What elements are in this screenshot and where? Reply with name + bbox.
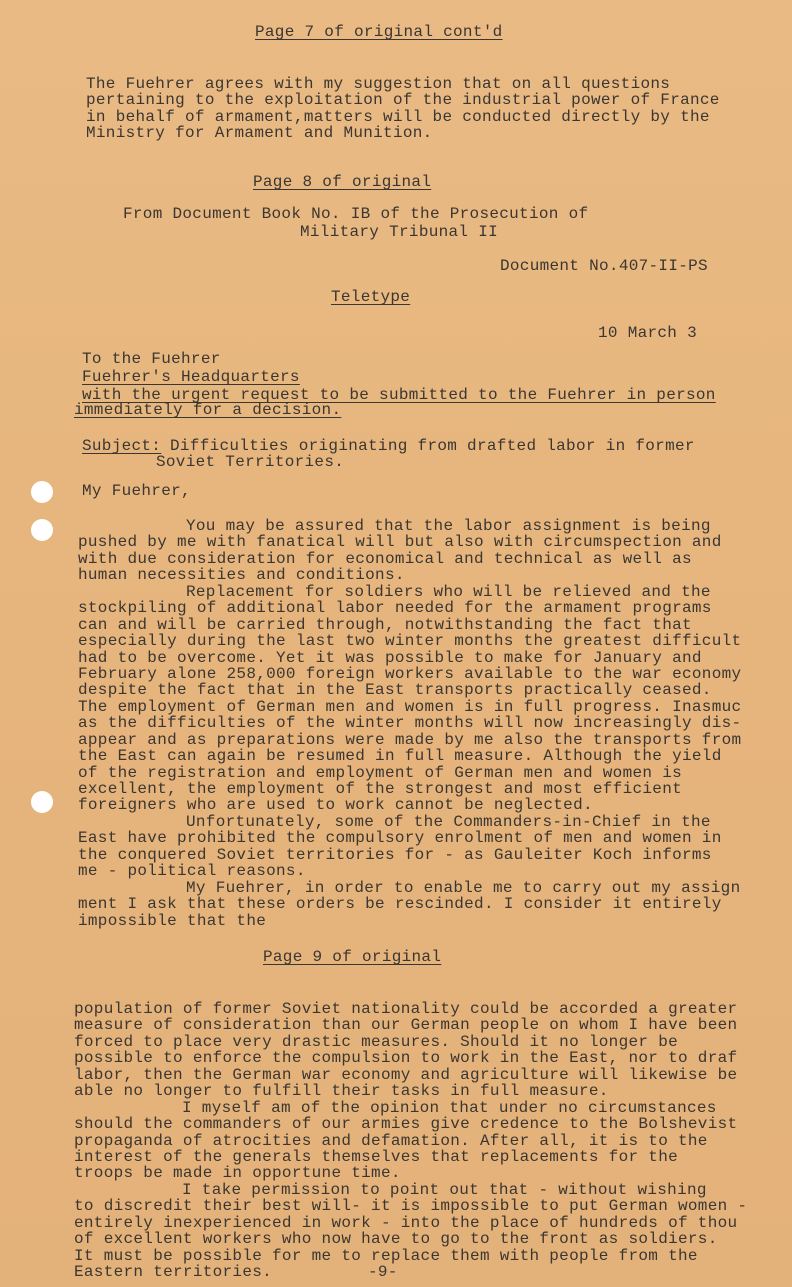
text-line: the conquered Soviet territories for - as Gauleiter Koch informs [78, 845, 712, 864]
text-line: of the registration and employment of German men and women is [78, 763, 682, 782]
source-line: From Document Book No. IB of the Prosecution of [123, 205, 589, 223]
text-line: able no longer to fulfill their tasks in full measure. [74, 1082, 609, 1101]
text-line: Replacement for soldiers who will be relieved and the [186, 582, 711, 601]
text-line: The Fuehrer agrees with my suggestion that on all questions [86, 75, 671, 93]
text-line: especially during the last two winter months the greatest difficult [78, 632, 742, 651]
text-line: should the commanders of our armies give credence to the Bolshevist [74, 1115, 738, 1134]
source-line: Military Tribunal II [300, 223, 499, 241]
text-line: Unfortunately, some of the Commanders-in-Chief in the [186, 812, 711, 831]
text-line: impossible that the [78, 911, 267, 930]
text-line: troops be made in opportune time. [74, 1164, 401, 1183]
text-line: the East can again be resumed in full measure. Although the yield [78, 747, 722, 766]
date: 10 March 3 [598, 324, 698, 342]
urgent-note: with the urgent request to be submitted to the Fuehrer in person [82, 386, 716, 404]
document-number: Document No.407-II-PS [500, 257, 708, 275]
text-line: as the difficulties of the winter months will now increasingly dis- [78, 714, 742, 733]
text-line: stockpiling of additional labor needed for the armament programs [78, 599, 712, 618]
text-line: You may be assured that the labor assignment is being [186, 517, 711, 535]
punch-hole [31, 519, 53, 541]
address-to: To the Fuehrer [82, 350, 221, 368]
text-line: It must be possible for me to replace them with people from the [74, 1246, 698, 1265]
text-line: ment I ask that these orders be rescinded. I consider it entirely [78, 895, 722, 914]
text-line: had to be overcome. Yet it was possible to make for January and [78, 648, 702, 667]
text-line: pushed by me with fanatical will but also with circumspection and [78, 533, 722, 552]
text-line: appear and as preparations were made by me also the transports from [78, 730, 742, 749]
page7-heading: Page 7 of original cont'd [255, 23, 503, 41]
text-line: measure of consideration than our German people on whom I have been [74, 1016, 738, 1035]
punch-hole [31, 791, 53, 813]
letter-body-page8 [78, 518, 741, 929]
text-line: My Fuehrer, in order to enable me to carry out my assign [186, 878, 741, 897]
text-line: can and will be carried through, notwithstanding the fact that [78, 615, 692, 634]
text-line: interest of the generals themselves that replacements for the [74, 1147, 678, 1166]
text-line: Ministry for Armament and Munition. [86, 124, 433, 143]
page-number: -9- [368, 1263, 398, 1281]
text-line: of excellent workers who now have to go to the front as soldiers. [74, 1230, 718, 1249]
text-line: entirely inexperienced in work - into the place of hundreds of thou [74, 1213, 738, 1232]
punch-hole [31, 481, 53, 503]
text-line: The employment of German men and women is in full progress. Inasmuc [78, 697, 742, 716]
text-line: East have prohibited the compulsory enrolment of men and women in [78, 829, 722, 848]
subject-label: Subject: [82, 437, 162, 455]
text-line: labor, then the German war economy and agriculture will likewise be [74, 1065, 738, 1084]
text-line: despite the fact that in the East transports practically ceased. [78, 681, 712, 700]
text-line: propaganda of atrocities and defamation. After all, it is to the [74, 1131, 708, 1150]
text-line: pertaining to the exploitation of the industrial power of France [86, 91, 720, 110]
text-line: to discredit their best will- it is impossible to put German women - [74, 1197, 748, 1216]
text-line: forced to place very drastic measures. Should it no longer be [74, 1032, 678, 1051]
text-line: foreigners who are used to work cannot be neglected. [78, 796, 593, 815]
subject-text: Soviet Territories. [156, 453, 345, 471]
text-line: me - political reasons. [78, 862, 306, 881]
letter-body-page9 [74, 1001, 747, 1280]
text-line: population of former Soviet nationality could be accorded a greater [74, 1000, 738, 1018]
text-line: excellent, the employment of the strongest and most efficient [78, 780, 682, 798]
page9-heading: Page 9 of original [263, 948, 442, 966]
text-line: in behalf of armament,matters will be conducted directly by the [86, 107, 710, 126]
text-line: human necessities and conditions. [78, 566, 405, 585]
urgent-note: immediately for a decision. [74, 401, 342, 419]
address-hq: Fuehrer's Headquarters [82, 368, 300, 386]
text-line: Eastern territories. [74, 1263, 273, 1281]
salutation: My Fuehrer, [82, 482, 191, 500]
text-line: possible to enforce the compulsion to work in the East, nor to draf [74, 1049, 738, 1068]
page7-paragraph [86, 76, 720, 142]
teletype-heading: Teletype [331, 288, 411, 306]
page8-heading: Page 8 of original [253, 173, 432, 191]
text-line: with due consideration for economical and technical as well as [78, 549, 692, 568]
subject-text: Difficulties originating from drafted labor in former [170, 437, 695, 455]
text-line: I take permission to point out that - without wishing [182, 1180, 707, 1199]
text-line: I myself am of the opinion that under no circumstances [182, 1098, 717, 1117]
text-line: February alone 258,000 foreign workers available to the war economy [78, 664, 742, 683]
